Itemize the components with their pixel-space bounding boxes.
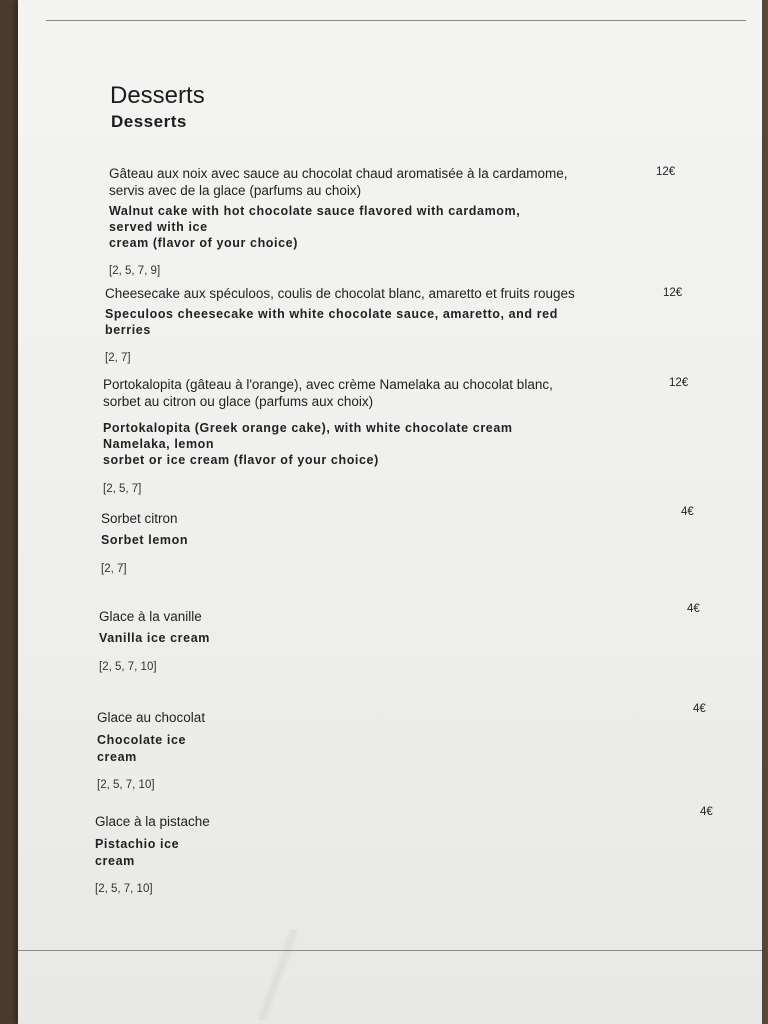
item-allergens: [2, 5, 7, 10] xyxy=(95,883,153,895)
section-title-fr: Desserts xyxy=(110,82,205,109)
menu-item-cheesecake xyxy=(105,285,645,365)
item-name-en: Pistachio ice cream xyxy=(95,837,180,868)
menu-item-pistachio-ice-cream xyxy=(95,813,395,896)
bottom-rule xyxy=(18,950,762,951)
item-price: 12€ xyxy=(663,287,683,299)
item-name-en: Vanilla ice cream xyxy=(99,631,210,645)
item-name-fr: Glace à la vanille xyxy=(99,609,202,624)
item-allergens: [2, 5, 7, 9] xyxy=(109,265,161,277)
item-allergens: [2, 7] xyxy=(101,563,127,575)
item-name-en: Sorbet lemon xyxy=(101,533,189,547)
menu-item-vanilla-ice-cream xyxy=(99,608,399,674)
item-price: 4€ xyxy=(693,703,706,715)
item-name-en: Walnut cake with hot chocolate sauce flavored with cardamom, served with ice cream (flavor of your choice) xyxy=(109,204,521,250)
menu-item-chocolate-ice-cream xyxy=(97,709,397,792)
item-allergens: [2, 5, 7] xyxy=(103,483,142,495)
menu-item-sorbet-lemon xyxy=(101,510,401,576)
item-name-en: Portokalopita (Greek orange cake), with white chocolate cream Namelaka, lemon sorbet or ice cream (flavor of your choice) xyxy=(103,421,513,467)
menu-item-walnut-cake xyxy=(109,165,629,278)
item-name-fr: Portokalopita (gâteau à l'orange), avec crème Namelaka au chocolat blanc, sorbet au citron ou glace (parfums aux choix) xyxy=(103,377,553,409)
item-name-fr: Sorbet citron xyxy=(101,511,178,526)
section-title-en: Desserts xyxy=(111,112,187,131)
menu-page xyxy=(18,0,762,1024)
item-name-fr: Gâteau aux noix avec sauce au chocolat chaud aromatisée à la cardamome, servis avec de la glace (parfums au choix) xyxy=(109,166,568,198)
item-name-fr: Cheesecake aux spéculoos, coulis de chocolat blanc, amaretto et fruits rouges xyxy=(105,286,575,301)
menu-item-portokalopita xyxy=(103,376,643,496)
top-rule xyxy=(46,20,746,21)
item-name-fr: Glace à la pistache xyxy=(95,814,210,829)
item-allergens: [2, 5, 7, 10] xyxy=(99,661,157,673)
item-name-fr: Glace au chocolat xyxy=(97,710,206,725)
item-allergens: [2, 5, 7, 10] xyxy=(97,779,155,791)
item-allergens: [2, 7] xyxy=(105,352,131,364)
paper-crease xyxy=(258,930,298,1020)
item-price: 12€ xyxy=(669,377,689,389)
item-name-en: Chocolate ice cream xyxy=(97,733,187,764)
item-price: 12€ xyxy=(656,166,676,178)
item-name-en: Speculoos cheesecake with white chocolate sauce, amaretto, and red berries xyxy=(105,307,558,337)
item-price: 4€ xyxy=(700,806,713,818)
item-price: 4€ xyxy=(681,506,694,518)
item-price: 4€ xyxy=(687,603,700,615)
